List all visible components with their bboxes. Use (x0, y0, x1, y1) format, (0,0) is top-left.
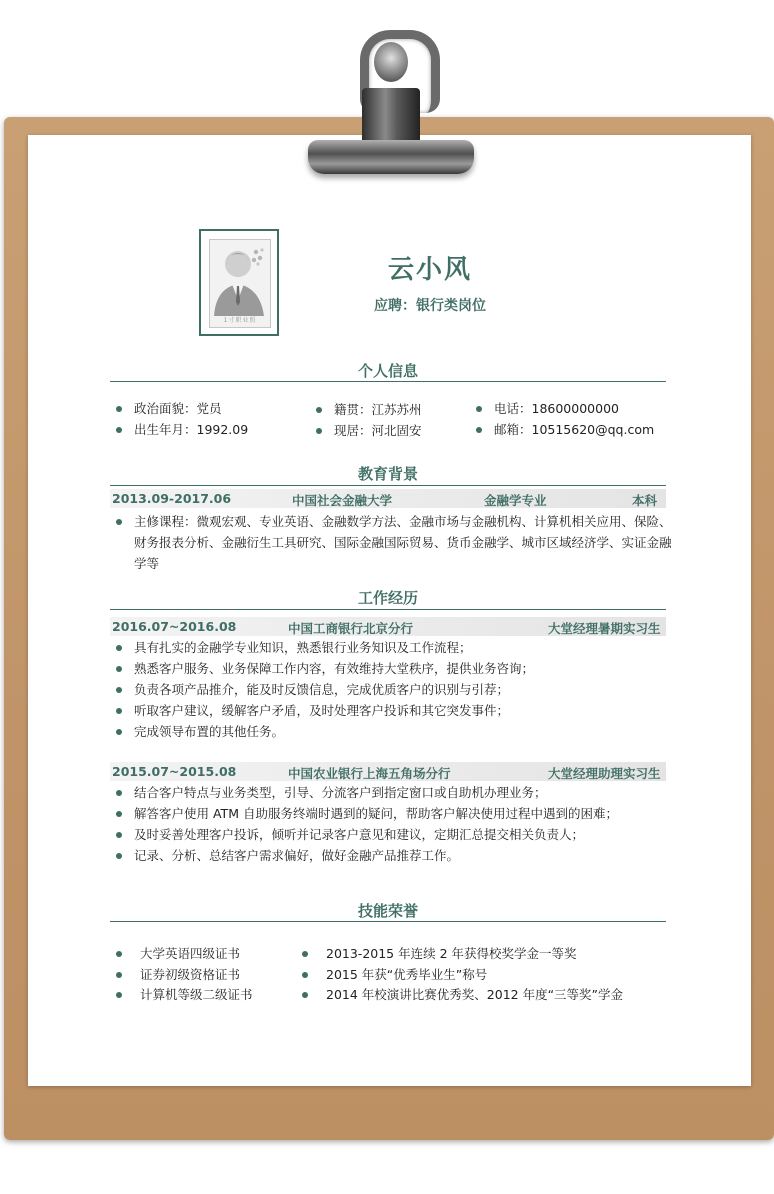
section-title-personal: 个人信息 (357, 362, 418, 380)
list-item: 具有扎实的金融学专业知识，熟悉银行业务知识及工作流程； (116, 637, 672, 658)
section-title-work: 工作经历 (357, 589, 418, 607)
list-item: 计算机等级二级证书 (116, 985, 253, 1006)
work-company: 中国工商银行北京分行 (288, 621, 414, 636)
work-duties-2 (116, 782, 672, 866)
education-degree: 本科 (632, 493, 658, 508)
info-residence: 现居：河北固安 (316, 421, 422, 439)
section-divider (110, 609, 666, 610)
work-duties-1 (116, 637, 672, 742)
work-role: 大堂经理助理实习生 (548, 766, 661, 781)
work-period: 2015.07~2015.08 (112, 764, 237, 779)
education-school: 中国社会金融大学 (292, 493, 393, 508)
list-item: 证券初级资格证书 (116, 965, 253, 986)
education-courses: 主修课程：微观宏观、专业英语、金融数学方法、金融市场与金融机构、计算机相关应用、保险、财务报表分析、金融衍生工具研究、国际金融国际贸易、货币金融学、城市区域经济学、实证金融学等 (116, 511, 672, 574)
avatar-icon (210, 240, 270, 316)
section-title-education: 教育背景 (357, 465, 418, 483)
section-title-skills: 技能荣誉 (357, 902, 418, 920)
applied-position: 应聘：银行类岗位 (374, 298, 486, 314)
avatar (209, 239, 271, 328)
photo-caption: 1寸职业照 (223, 317, 257, 324)
list-item: 解答客户使用 ATM 自助服务终端时遇到的疑问，帮助客户解决使用过程中遇到的困难； (116, 803, 672, 824)
honor-list (302, 944, 623, 1006)
list-item: 大学英语四级证书 (116, 944, 253, 965)
work-role: 大堂经理暑期实习生 (548, 621, 661, 636)
list-item: 负责各项产品推介，能及时反馈信息，完成优质客户的识别与引荐； (116, 679, 672, 700)
work-band-1 (110, 617, 666, 636)
education-band (110, 489, 666, 508)
candidate-name: 云小风 (387, 255, 472, 285)
info-phone: 电话：18600000000 (476, 399, 619, 417)
work-band-2 (110, 762, 666, 781)
binder-clip-icon (300, 20, 480, 180)
list-item: 完成领导布置的其他任务。 (116, 721, 672, 742)
info-birth: 出生年月：1992.09 (116, 420, 248, 438)
certificate-list (116, 944, 253, 1006)
list-item: 2013-2015 年连续 2 年获得校奖学金一等奖 (302, 944, 623, 965)
education-major: 金融学专业 (484, 493, 547, 508)
section-divider (110, 921, 666, 922)
list-item: 记录、分析、总结客户需求偏好，做好金融产品推荐工作。 (116, 845, 672, 866)
info-native: 籍贯：江苏苏州 (316, 400, 422, 418)
list-item: 2014 年校演讲比赛优秀奖、2012 年度“三等奖”学金 (302, 985, 623, 1006)
photo-frame (199, 229, 279, 336)
list-item: 熟悉客户服务、业务保障工作内容，有效维持大堂秩序，提供业务咨询； (116, 658, 672, 679)
list-item: 及时妥善处理客户投诉，倾听并记录客户意见和建议，定期汇总提交相关负责人； (116, 824, 672, 845)
work-period: 2016.07~2016.08 (112, 619, 237, 634)
info-political: 政治面貌：党员 (116, 399, 222, 417)
section-divider (110, 381, 666, 382)
list-item: 2015 年获“优秀毕业生”称号 (302, 965, 623, 986)
list-item: 听取客户建议，缓解客户矛盾，及时处理客户投诉和其它突发事件； (116, 700, 672, 721)
info-email: 邮箱：10515620@qq.com (476, 420, 654, 438)
list-item: 结合客户特点与业务类型，引导、分流客户到指定窗口或自助机办理业务； (116, 782, 672, 803)
work-company: 中国农业银行上海五角场分行 (288, 766, 451, 781)
section-divider (110, 485, 666, 486)
education-period: 2013.09-2017.06 (112, 491, 232, 506)
